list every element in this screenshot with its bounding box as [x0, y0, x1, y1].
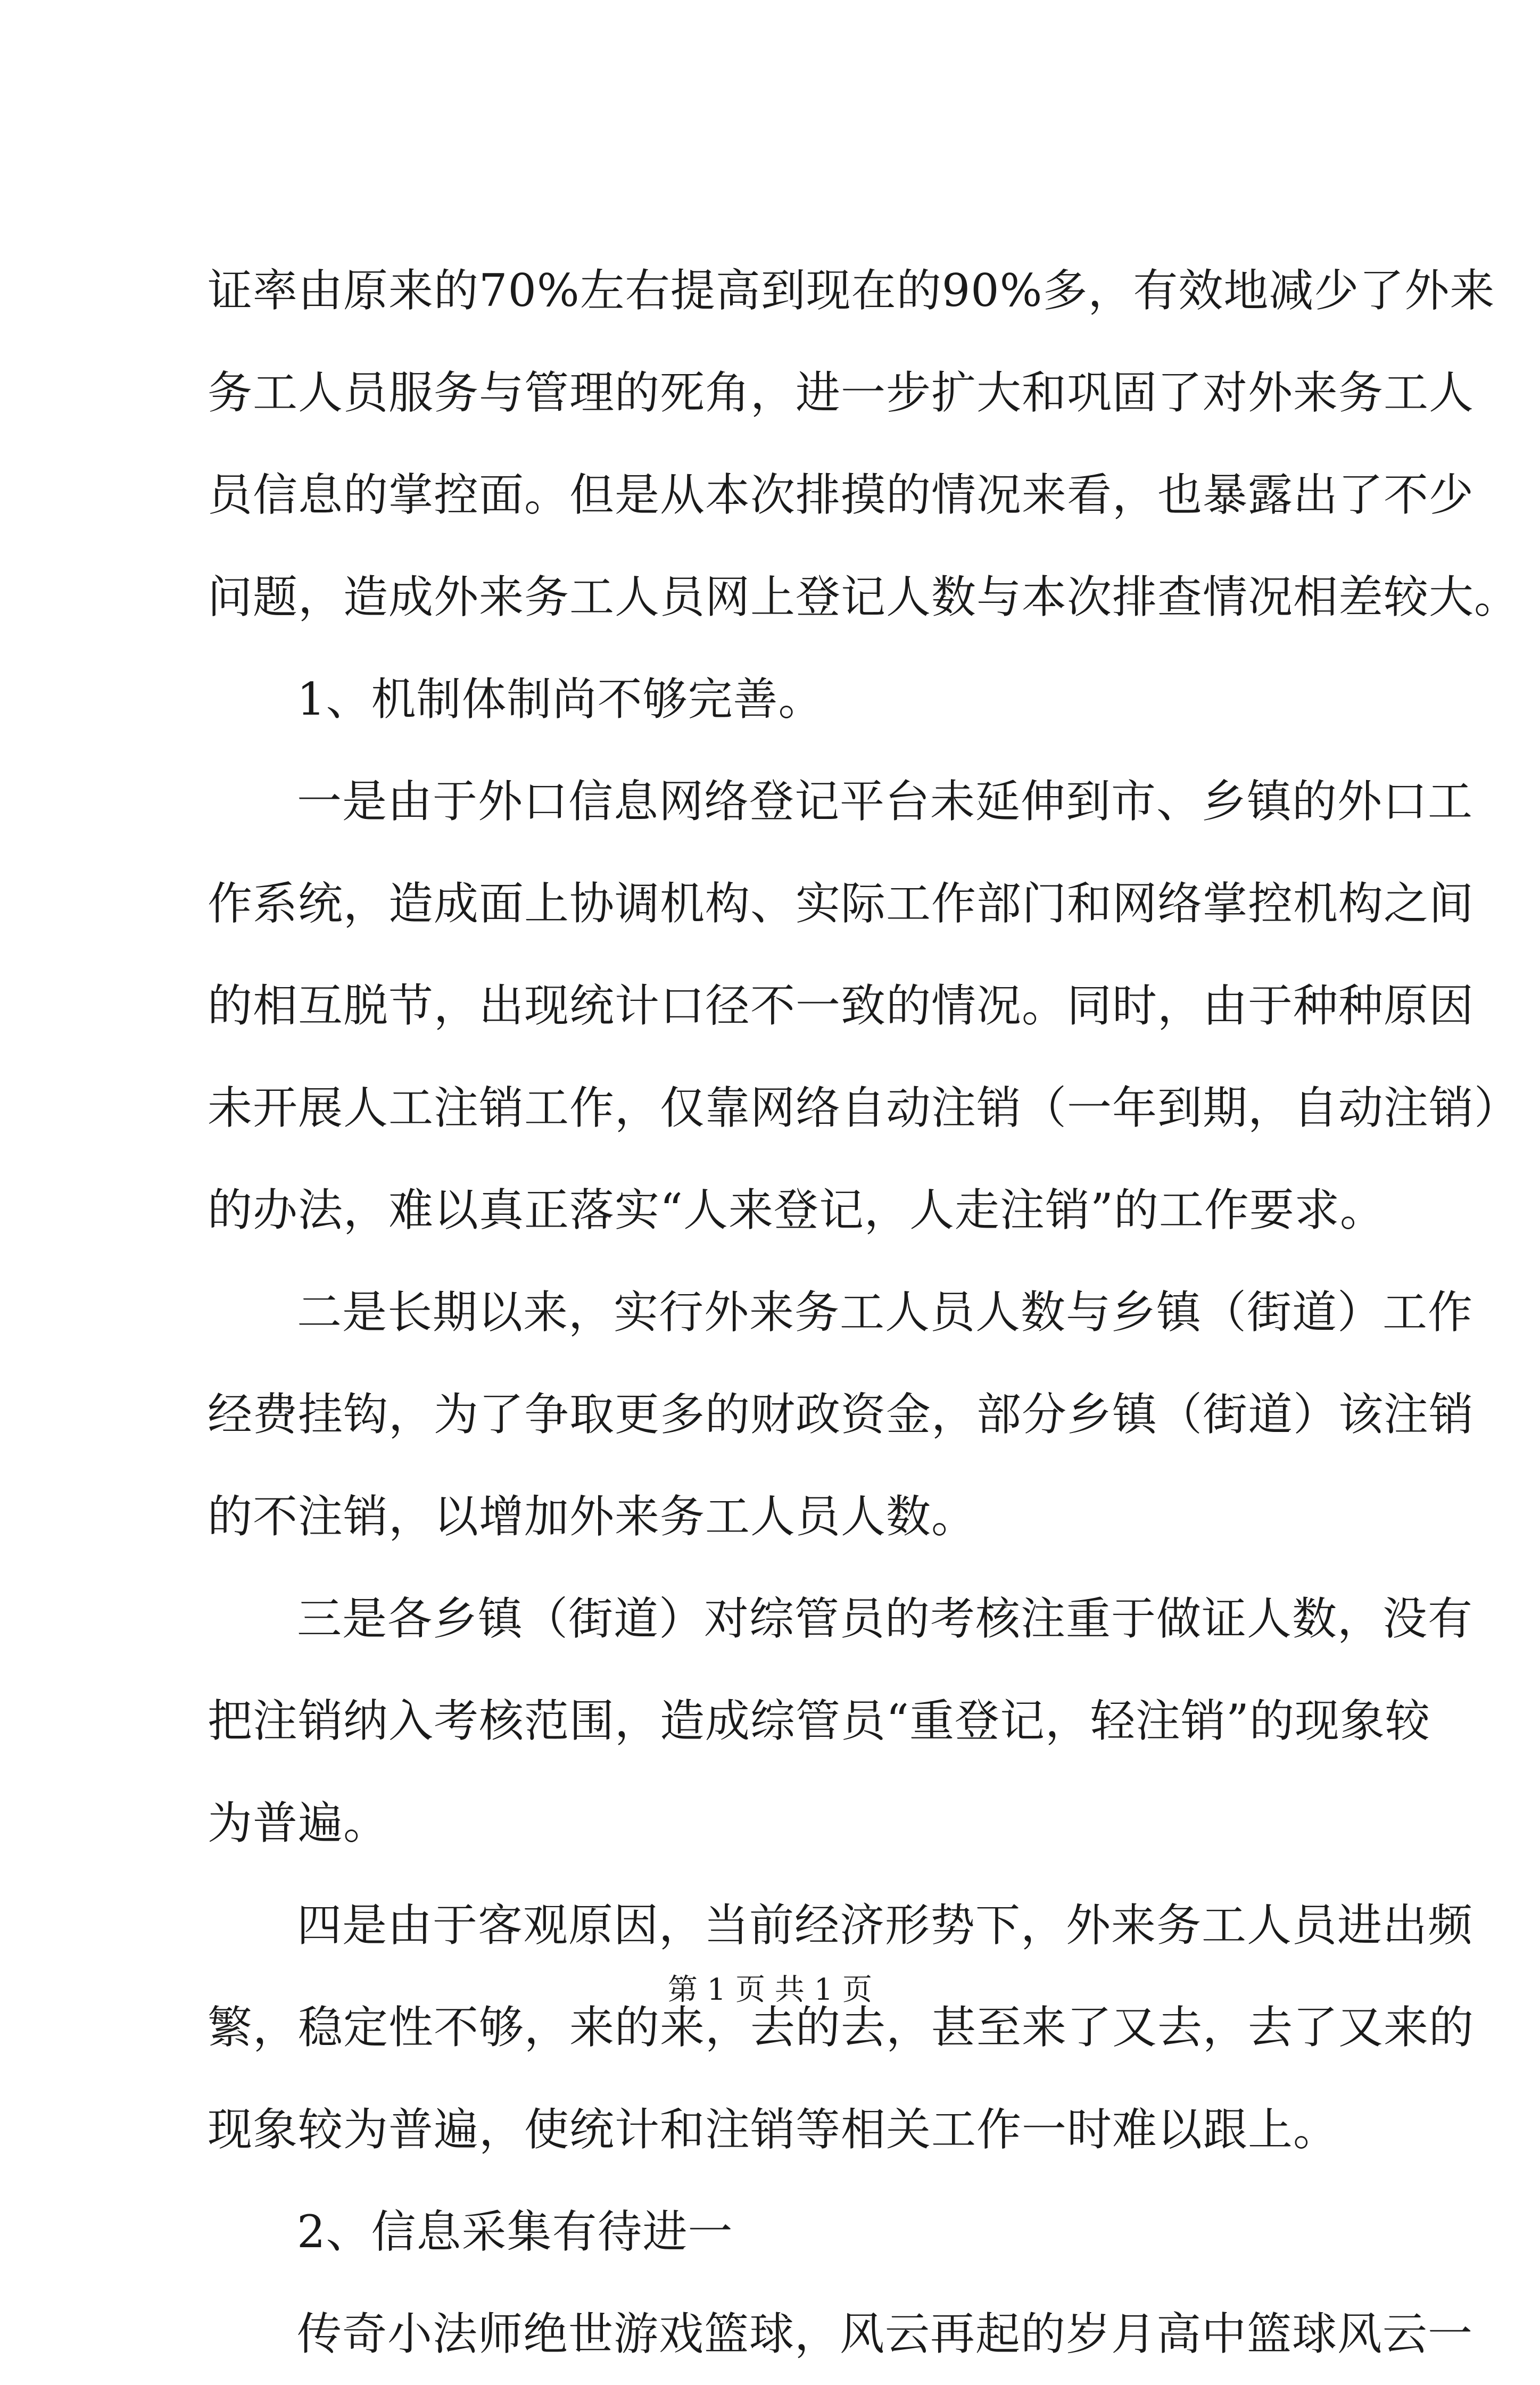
paragraph-line: 的相互脱节，出现统计口径不一致的情况。同时，由于种种原因 [208, 980, 1475, 1032]
paragraph-line: 三是各乡镇（街道）对综管员的考核注重于做证人数，没有 [297, 1593, 1473, 1645]
paragraph-line: 把注销纳入考核范围，造成综管员“重登记，轻注销”的现象较 [208, 1695, 1430, 1747]
paragraph-line: 未开展人工注销工作，仅靠网络自动注销（一年到期，自动注销） [208, 1082, 1520, 1134]
paragraph-line: 一是由于外口信息网络登记平台未延伸到市、乡镇的外口工 [297, 775, 1473, 827]
page-footer: 第 1 页 共 1 页 [667, 1973, 873, 2007]
document-body [208, 239, 1520, 2385]
paragraph-line: 证率由原来的70%左右提高到现在的90%多，有效地减少了外来 [208, 264, 1495, 317]
paragraph-line: 的办法，难以真正落实“人来登记，人走注销”的工作要求。 [208, 1184, 1385, 1236]
paragraph-line: 繁，稳定性不够，来的来，去的去，甚至来了又去，去了又来的 [208, 2001, 1475, 2053]
paragraph-line: 经费挂钩，为了争取更多的财政资金，部分乡镇（街道）该注销 [208, 1388, 1475, 1440]
paragraph-line: 传奇小法师绝世游戏篮球，风云再起的岁月高中篮球风云一 [297, 2308, 1473, 2360]
paragraph-line: 的不注销，以增加外来务工人员人数。 [208, 1490, 977, 1543]
paragraph-line: 为普遍。 [208, 1797, 389, 1849]
paragraph-line: 作系统，造成面上协调机构、实际工作部门和网络掌控机构之间 [208, 877, 1475, 930]
paragraph-line: 二是长期以来，实行外来务工人员人数与乡镇（街道）工作 [297, 1286, 1473, 1338]
paragraph-line: 员信息的掌控面。但是从本次排摸的情况来看，也暴露出了不少 [208, 469, 1475, 521]
section-heading: 1、机制体制尚不够完善。 [297, 673, 824, 725]
paragraph-line: 四是由于客观原因，当前经济形势下，外来务工人员进出频 [297, 1899, 1473, 1951]
paragraph-line: 问题，造成外来务工人员网上登记人数与本次排查情况相差较大。 [208, 571, 1520, 623]
section-heading: 2、信息采集有待进一 [297, 2206, 733, 2258]
paragraph-line: 现象较为普遍，使统计和注销等相关工作一时难以跟上。 [208, 2104, 1339, 2156]
paragraph-line: 务工人员服务与管理的死角，进一步扩大和巩固了对外来务工人 [208, 367, 1475, 419]
